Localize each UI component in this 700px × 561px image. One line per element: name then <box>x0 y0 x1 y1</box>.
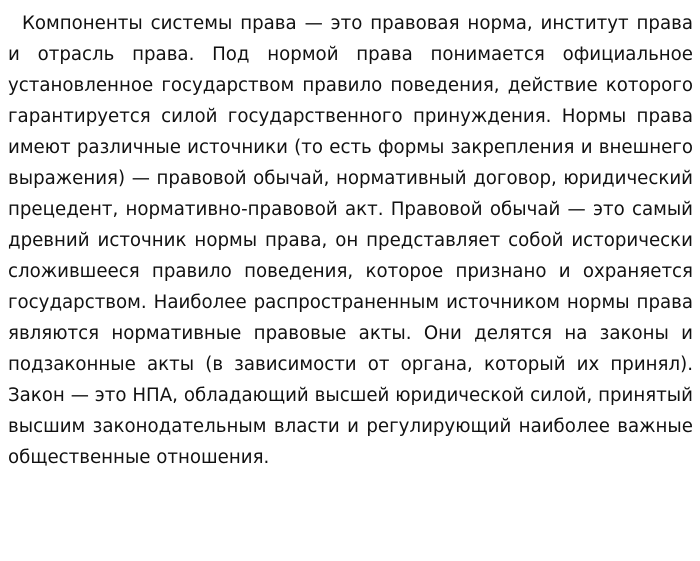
document-page <box>8 8 693 473</box>
body-paragraph: Компоненты системы права — это правовая норма, институт права и отрасль права. Под нормой права понимается официальное установленное государством правило поведения, действие которого гарантируется силой государственного принуждения. Нормы права имеют различные источники (то есть формы закрепления и внешнего выражения) — правовой обычай, нормативный договор, юридический прецедент, нормативно-правовой акт. Правовой обычай — это самый древний источник нормы права, он представляет собой исторически сложившееся правило поведения, которое признано и охраняется государством. Наиболее распространенным источником нормы права являются нормативные правовые акты. Они делятся на законы и подзаконные акты (в зависимости от органа, который их принял). Закон — это НПА, обладающий высшей юридической силой, принятый высшим законодательным власти и регулирующий наиболее важные общественные отношения. <box>8 13 693 468</box>
